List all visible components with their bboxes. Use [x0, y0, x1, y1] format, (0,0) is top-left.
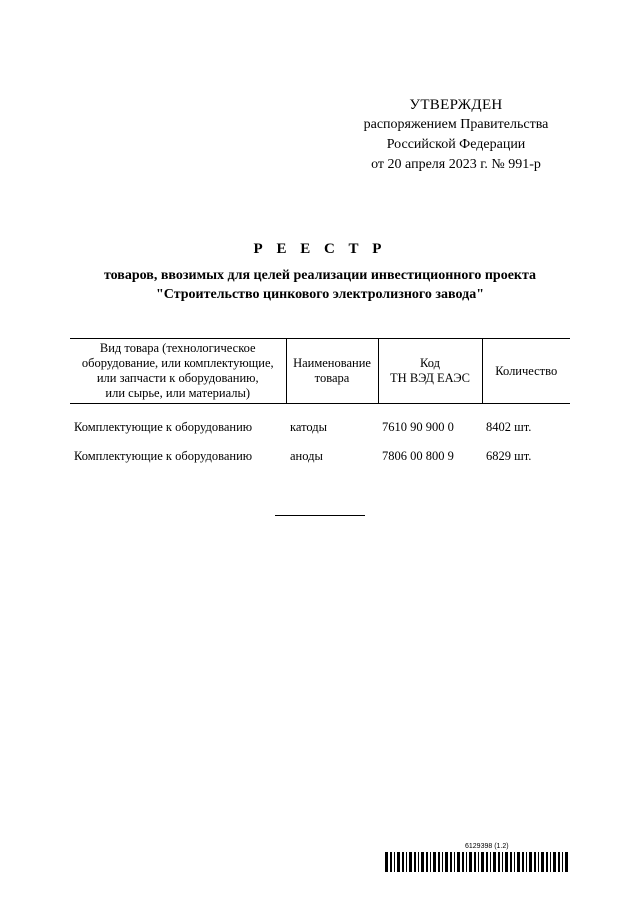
approval-line-2: Российской Федерации — [386, 137, 526, 152]
end-of-document-rule — [275, 515, 365, 516]
registry-table — [70, 338, 570, 471]
registry-subtitle-line-1: товаров, ввозимых для целей реализации инвестиционного проекта — [103, 268, 537, 283]
cell-product-name: катоды — [290, 420, 328, 434]
barcode — [385, 852, 570, 872]
cell-product-type: Комплектующие к оборудованию — [74, 420, 253, 434]
header-tn-ved-code: Код ТН ВЭД ЕАЭС — [378, 339, 482, 404]
document-id: 6129398 (1.2) — [465, 843, 509, 850]
cell-product-name: аноды — [290, 449, 323, 463]
registry-subtitle-line-2: "Строительство цинкового электролизного завода" — [156, 287, 484, 302]
registry-subtitle — [60, 266, 580, 304]
cell-quantity: 6829 шт. — [486, 449, 532, 463]
header-product-type: Вид товара (технологическое оборудование, или комплектующие, или запчасти к оборудованию, или сырье, или материалы) — [70, 339, 286, 404]
approval-line-1: распоряжением Правительства — [363, 117, 549, 132]
table-row — [70, 442, 570, 471]
cell-tn-ved-code: 7806 00 800 9 — [382, 449, 454, 463]
approval-block — [340, 95, 572, 175]
cell-quantity: 8402 шт. — [486, 420, 532, 434]
registry-title: Р Е Е С Т Р — [253, 241, 387, 257]
header-product-name: Наименование товара — [286, 339, 378, 404]
approval-line-3: от 20 апреля 2023 г. № 991-р — [371, 157, 541, 172]
cell-tn-ved-code: 7610 90 900 0 — [382, 420, 454, 434]
cell-product-type: Комплектующие к оборудованию — [74, 449, 253, 463]
table-row — [70, 404, 570, 443]
approval-title: УТВЕРЖДЕН — [409, 97, 503, 113]
header-quantity: Количество — [482, 339, 570, 404]
table-header-row — [70, 339, 570, 404]
